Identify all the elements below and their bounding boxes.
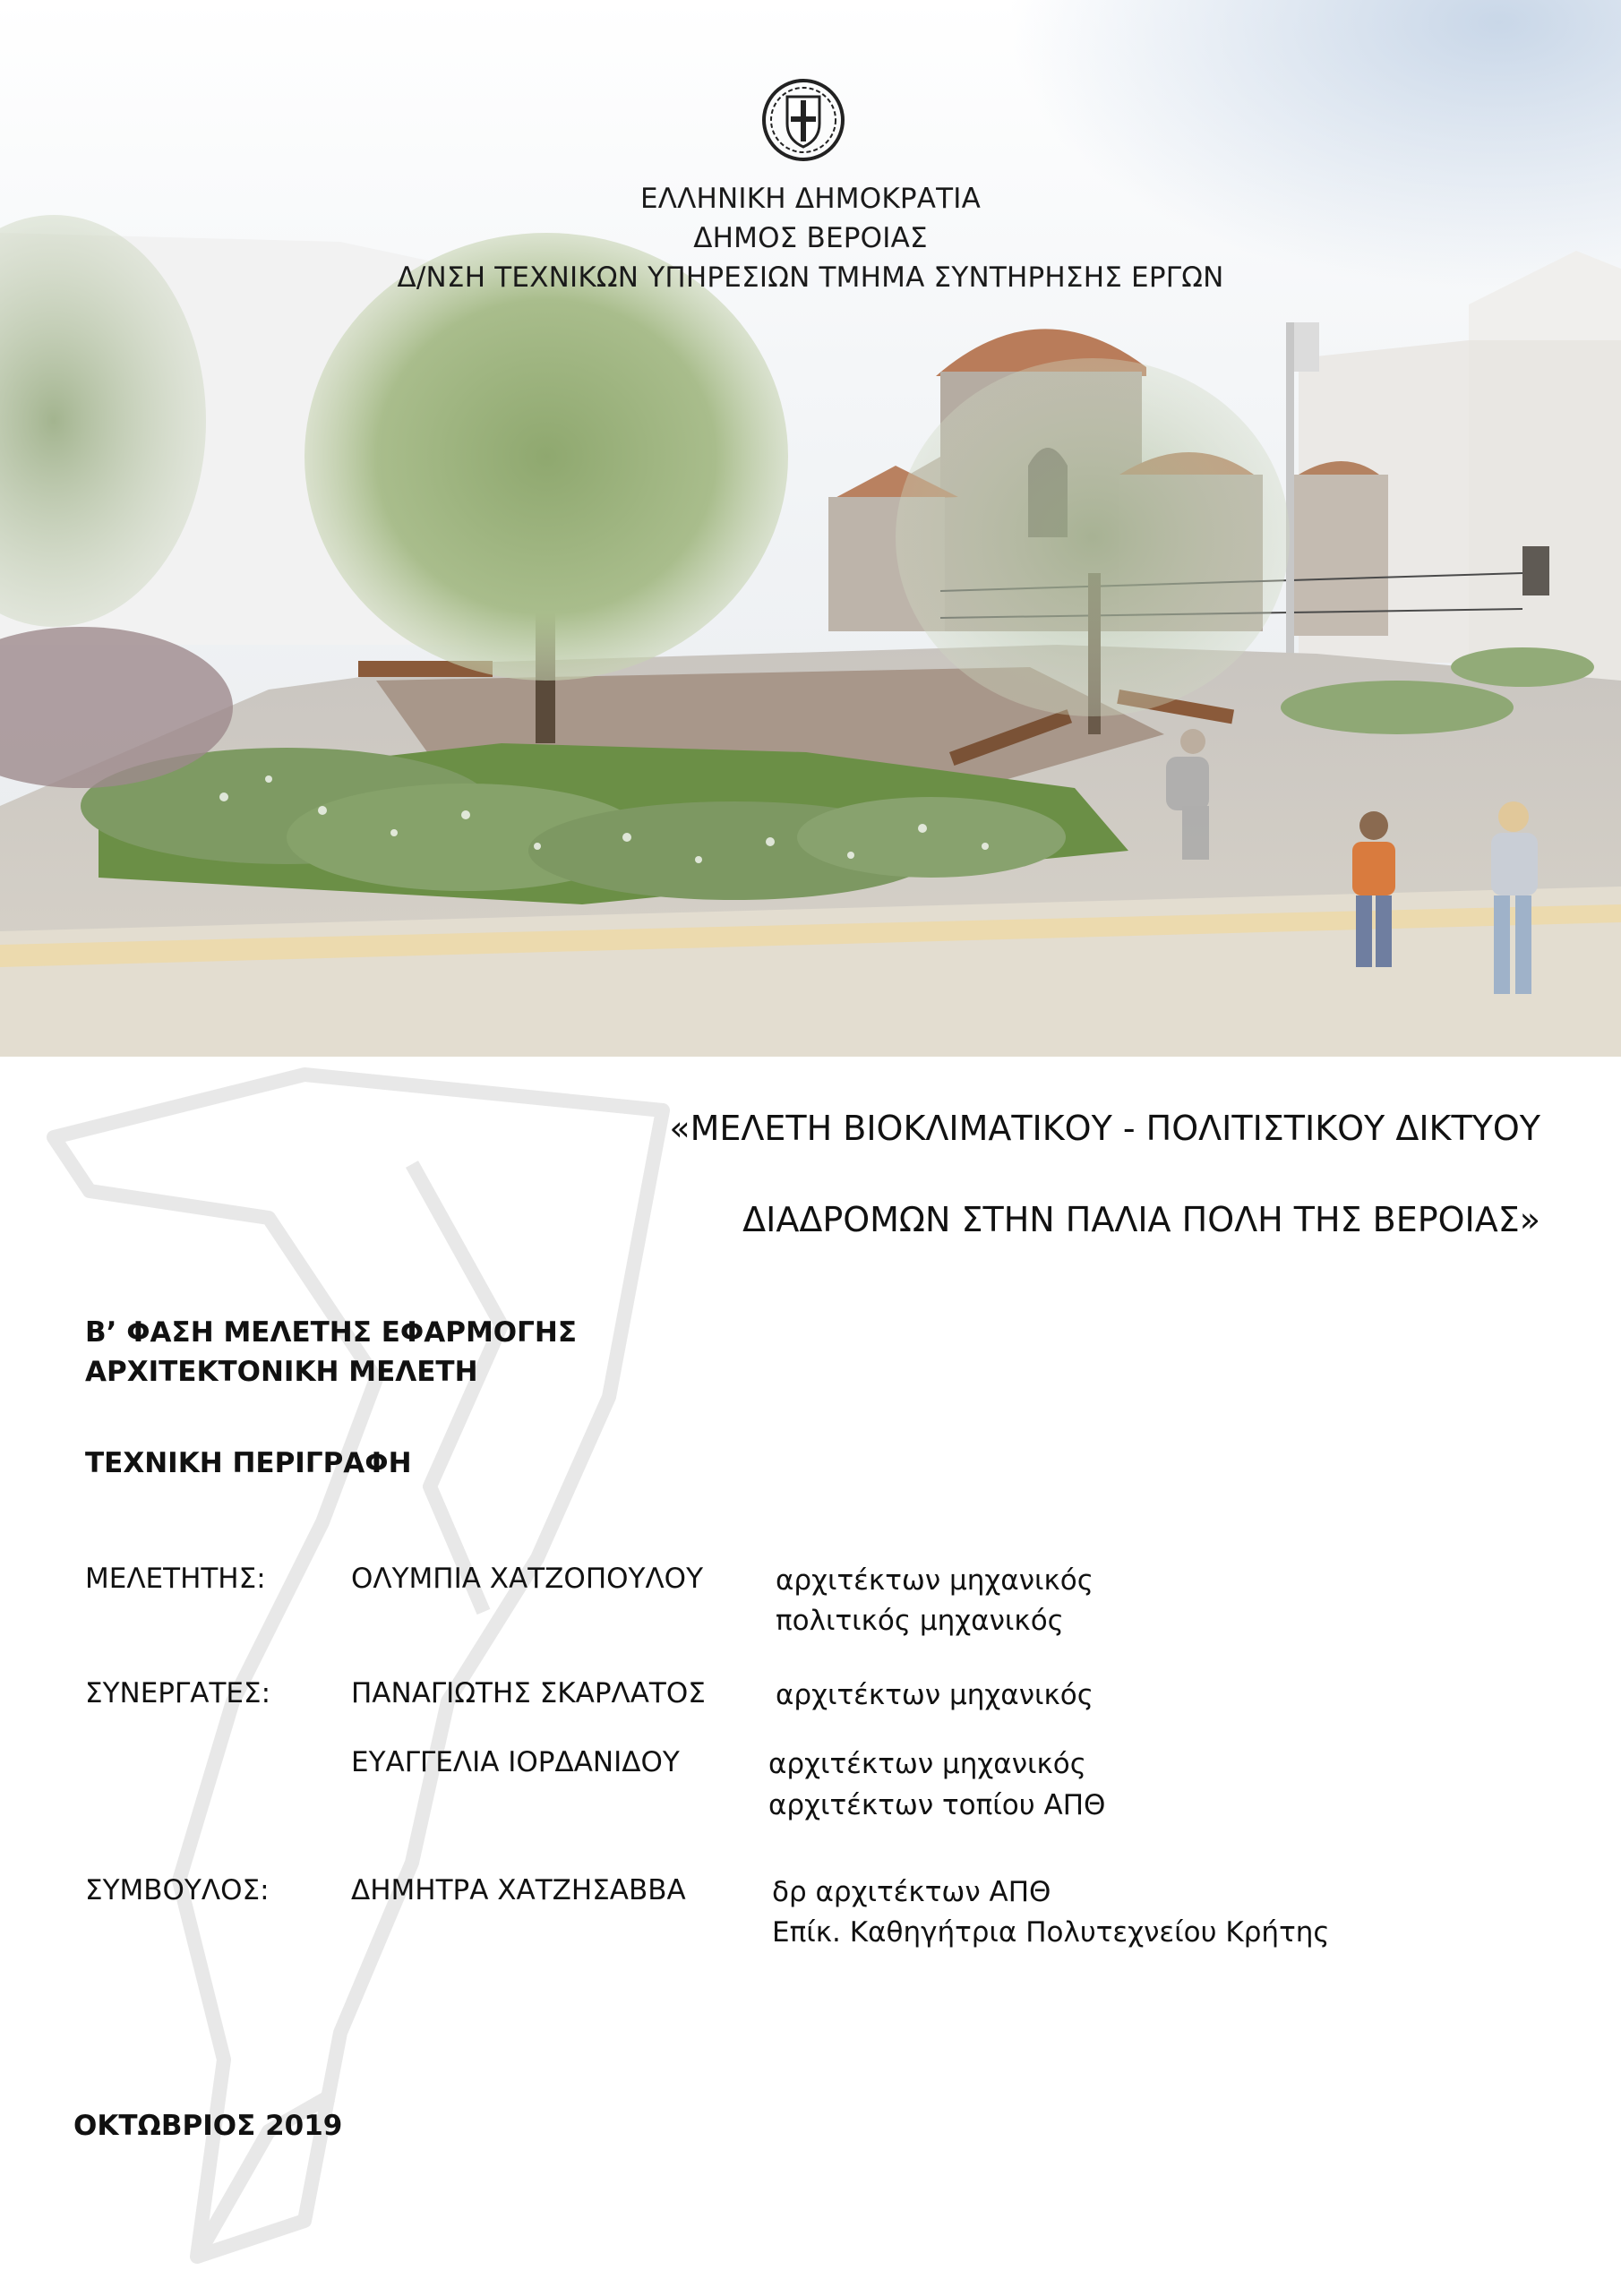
- author-title-2: πολιτικός μηχανικός: [776, 1605, 1064, 1637]
- author-name: ΟΛΥΜΠΙΑ ΧΑΤΖΟΠΟΥΛΟΥ: [351, 1563, 704, 1595]
- author-title-1: αρχιτέκτων μηχανικός: [776, 1564, 1094, 1597]
- collaborators-role: ΣΥΝΕΡΓΑΤΕΣ:: [85, 1677, 271, 1709]
- authority-line-3: Δ/ΝΣΗ ΤΕΧΝΙΚΩΝ ΥΠΗΡΕΣΙΩΝ ΤΜΗΜΑ ΣΥΝΤΗΡΗΣΗΣ ΕΡΓΩΝ: [397, 261, 1224, 294]
- document-date: ΟΚΤΩΒΡΙΟΣ 2019: [73, 2110, 343, 2142]
- collaborator-2-name: ΕΥΑΓΓΕΛΙΑ ΙΟΡΔΑΝΙΔΟΥ: [351, 1746, 680, 1778]
- section-title: ΤΕΧΝΙΚΗ ΠΕΡΙΓΡΑΦΗ: [85, 1447, 412, 1479]
- phase-line-2: ΑΡΧΙΤΕΚΤΟΝΙΚΗ ΜΕΛΕΤΗ: [85, 1356, 478, 1388]
- issuing-authority: [0, 179, 1621, 297]
- advisor-role: ΣΥΜΒΟΥΛΟΣ:: [85, 1874, 270, 1906]
- hellenic-republic-emblem-icon: [760, 77, 846, 163]
- collaborator-1-name: ΠΑΝΑΓΙΩΤΗΣ ΣΚΑΡΛΑΤΟΣ: [351, 1677, 706, 1709]
- authority-line-1: ΕΛΛΗΝΙΚΗ ΔΗΜΟΚΡΑΤΙΑ: [639, 183, 982, 215]
- collaborator-1-title: αρχιτέκτων μηχανικός: [776, 1679, 1094, 1711]
- study-title-line-2: ΔΙΑΔΡΟΜΩΝ ΣΤΗΝ ΠΑΛΙΑ ΠΟΛΗ ΤΗΣ ΒΕΡΟΙΑΣ»: [742, 1200, 1540, 1239]
- phase-line-1: Β’ ΦΑΣΗ ΜΕΛΕΤΗΣ ΕΦΑΡΜΟΓΗΣ: [85, 1316, 578, 1349]
- advisor-title-2: Επίκ. Καθηγήτρια Πολυτεχνείου Κρήτης: [772, 1916, 1330, 1949]
- authority-line-2: ΔΗΜΟΣ ΒΕΡΟΙΑΣ: [693, 222, 928, 254]
- collaborator-2-title-2: αρχιτέκτων τοπίου ΑΠΘ: [768, 1789, 1106, 1821]
- advisor-name: ΔΗΜΗΤΡΑ ΧΑΤΖΗΣΑΒΒΑ: [351, 1874, 686, 1906]
- collaborator-2-title-1: αρχιτέκτων μηχανικός: [768, 1748, 1086, 1780]
- advisor-title-1: δρ αρχιτέκτων ΑΠΘ: [772, 1876, 1051, 1908]
- study-title-line-1: «ΜΕΛΕΤΗ ΒΙΟΚΛΙΜΑΤΙΚΟΥ - ΠΟΛΙΤΙΣΤΙΚΟΥ ΔΙΚΤΥΟΥ: [669, 1109, 1540, 1148]
- old-town-map-outline: [36, 1057, 716, 2292]
- author-role: ΜΕΛΕΤΗΤΗΣ:: [85, 1563, 266, 1595]
